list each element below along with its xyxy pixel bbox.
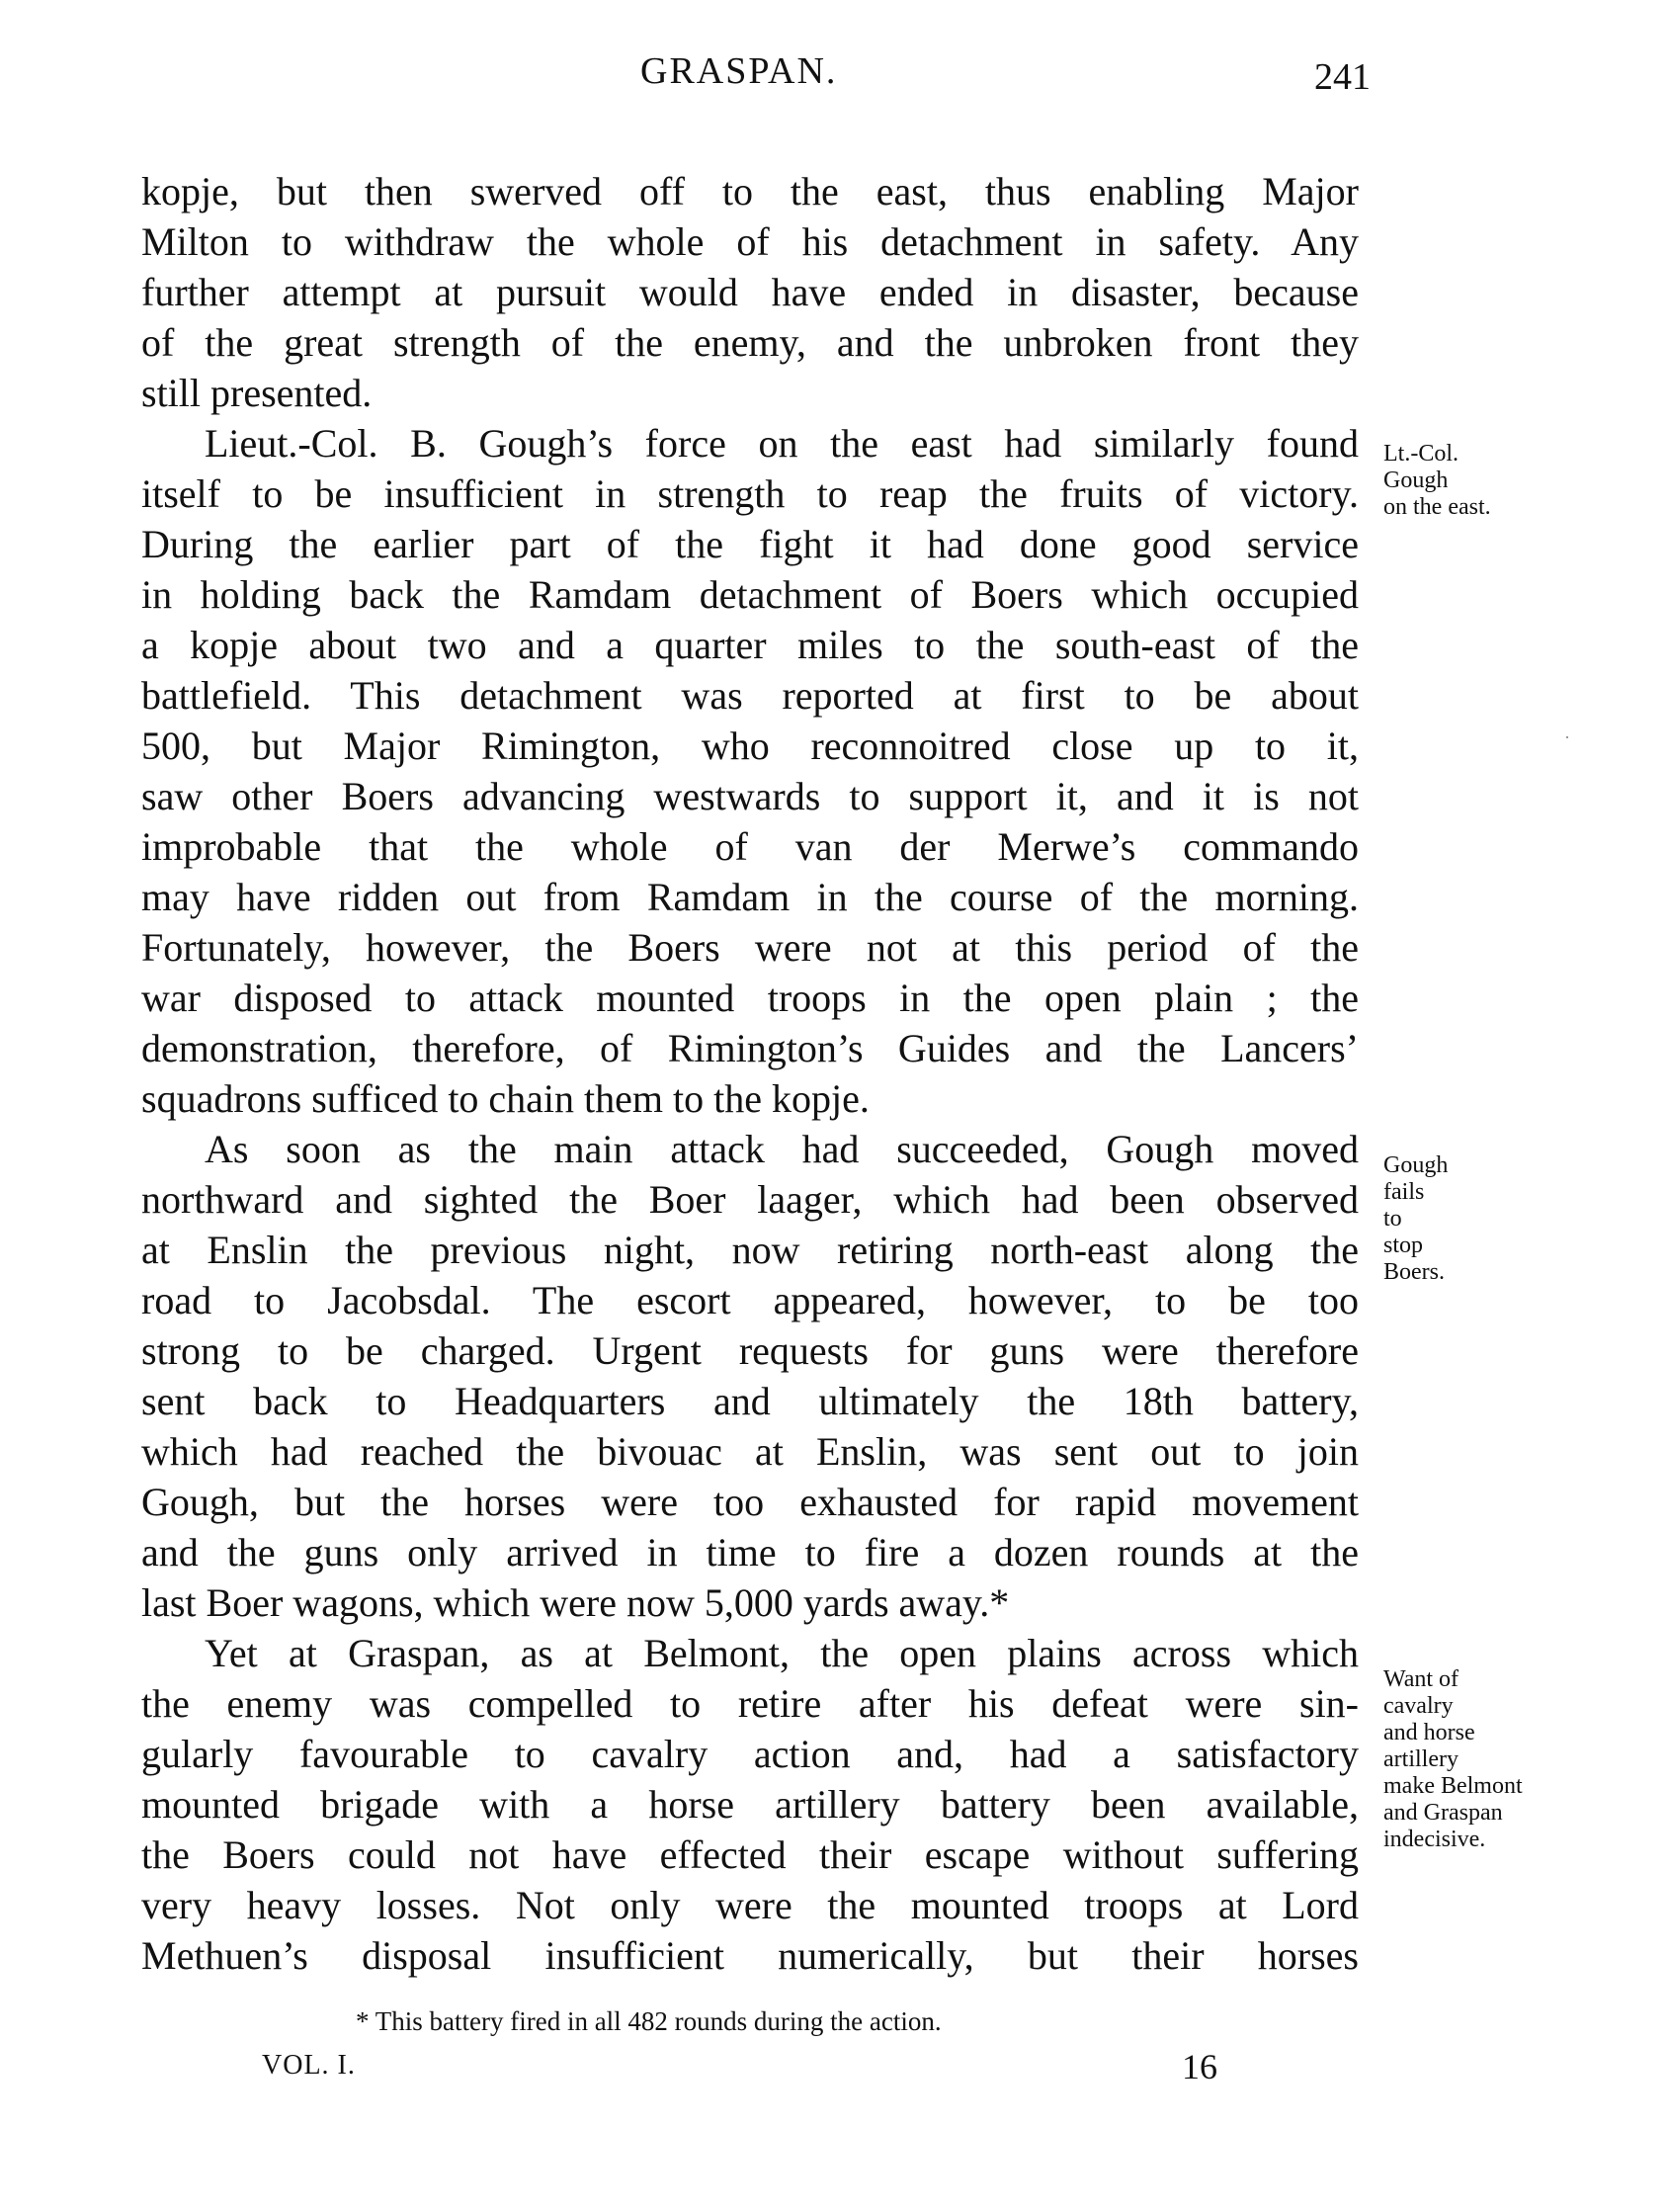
sidenote-line: Lt.-Col. (1383, 441, 1459, 467)
body-text (141, 166, 1359, 1981)
text-line: 500, but Major Rimington, who reconnoitred close up to it, (141, 723, 1359, 768)
text-line: the enemy was compelled to retire after his defeat were sin- (141, 1681, 1359, 1726)
footnote: * This battery fired in all 482 rounds during the action. (356, 2006, 942, 2036)
print-speck (1566, 736, 1568, 738)
text-line: road to Jacobsdal. The escort appeared, however, to be too (141, 1278, 1359, 1322)
sidenote-line: indecisive. (1383, 1827, 1486, 1852)
signature-mark: VOL. I. (262, 2050, 356, 2081)
text-line: northward and sighted the Boer laager, which had been observed (141, 1177, 1359, 1222)
text-line: squadrons sufficed to chain them to the kopje. (141, 1076, 870, 1121)
text-line: Methuen’s disposal insufficient numerically, but their horses (141, 1933, 1359, 1978)
signature-folio: 16 (1182, 2047, 1217, 2086)
text-line: itself to be insufficient in strength to reap the fruits of victory. (141, 471, 1359, 516)
text-line: gularly favourable to cavalry action and, had a satisfactory (141, 1732, 1359, 1776)
text-line: very heavy losses. Not only were the mounted troops at Lord (141, 1883, 1359, 1927)
sidenote-line: cavalry (1383, 1693, 1454, 1719)
sidenote-line: stop (1383, 1233, 1424, 1258)
text-line: the Boers could not have effected their escape without suffering (141, 1832, 1359, 1877)
sidenote-gough-east (1383, 441, 1491, 521)
sidenote-line: Boers. (1383, 1259, 1445, 1285)
text-line: of the great strength of the enemy, and the unbroken front they (141, 320, 1359, 365)
text-line: improbable that the whole of van der Merwe’s commando (141, 824, 1359, 869)
text-line: may have ridden out from Ramdam in the course of the morning. (141, 875, 1359, 919)
text-line: which had reached the bivouac at Enslin, was sent out to join (141, 1429, 1359, 1474)
sidenote-line: to (1383, 1206, 1402, 1232)
sidenote-line: and Graspan (1383, 1800, 1503, 1826)
text-line: mounted brigade with a horse artillery battery been available, (141, 1782, 1359, 1827)
sidenote-line: fails (1383, 1179, 1425, 1205)
sidenote-gough-fails (1383, 1152, 1448, 1286)
sidenote-line: Gough (1383, 1152, 1449, 1178)
text-line: demonstration, therefore, of Rimington’s Guides and the Lancers’ (141, 1026, 1359, 1070)
sidenote-line: Want of (1383, 1666, 1460, 1692)
text-line: and the guns only arrived in time to fire a dozen rounds at the (141, 1530, 1359, 1574)
text-line: As soon as the main attack had succeeded, Gough moved (205, 1127, 1359, 1171)
text-line: still presented. (141, 371, 373, 415)
text-line: Milton to withdraw the whole of his detachment in safety. Any (141, 219, 1359, 264)
text-line: battlefield. This detachment was reported at first to be about (141, 673, 1359, 718)
text-line: strong to be charged. Urgent requests for guns were therefore (141, 1328, 1359, 1373)
sidenote-line: Gough (1383, 468, 1449, 493)
sidenote-line: on the east. (1383, 494, 1491, 520)
text-line: kopje, but then swerved off to the east, thus enabling Major (141, 169, 1359, 213)
text-line: Lieut.-Col. B. Gough’s force on the east had similarly found (205, 421, 1359, 466)
text-line: Gough, but the horses were too exhausted for rapid movement (141, 1480, 1359, 1524)
text-line: war disposed to attack mounted troops in the open plain ; the (141, 976, 1359, 1020)
text-line: further attempt at pursuit would have ended in disaster, because (141, 270, 1359, 314)
running-head (0, 45, 1668, 105)
text-line: Yet at Graspan, as at Belmont, the open plains across which (205, 1631, 1359, 1675)
sidenote-line: artillery (1383, 1746, 1459, 1772)
running-title: GRASPAN. (640, 50, 838, 92)
sidenote-line: and horse (1383, 1720, 1475, 1745)
text-line: a kopje about two and a quarter miles to the south-east of the (141, 623, 1359, 667)
text-line: Fortunately, however, the Boers were not at this period of the (141, 925, 1359, 970)
text-line: last Boer wagons, which were now 5,000 yards away.* (141, 1580, 1010, 1625)
text-line: in holding back the Ramdam detachment of Boers which occupied (141, 572, 1359, 617)
text-line: at Enslin the previous night, now retiring north-east along the (141, 1228, 1359, 1272)
text-line: saw other Boers advancing westwards to support it, and it is not (141, 774, 1359, 818)
sidenote-want-of-cavalry (1383, 1666, 1523, 1853)
text-line: sent back to Headquarters and ultimately the 18th battery, (141, 1379, 1359, 1423)
page-number: 241 (1314, 56, 1371, 98)
text-line: During the earlier part of the fight it had done good service (141, 522, 1359, 566)
sidenote-line: make Belmont (1383, 1773, 1523, 1799)
